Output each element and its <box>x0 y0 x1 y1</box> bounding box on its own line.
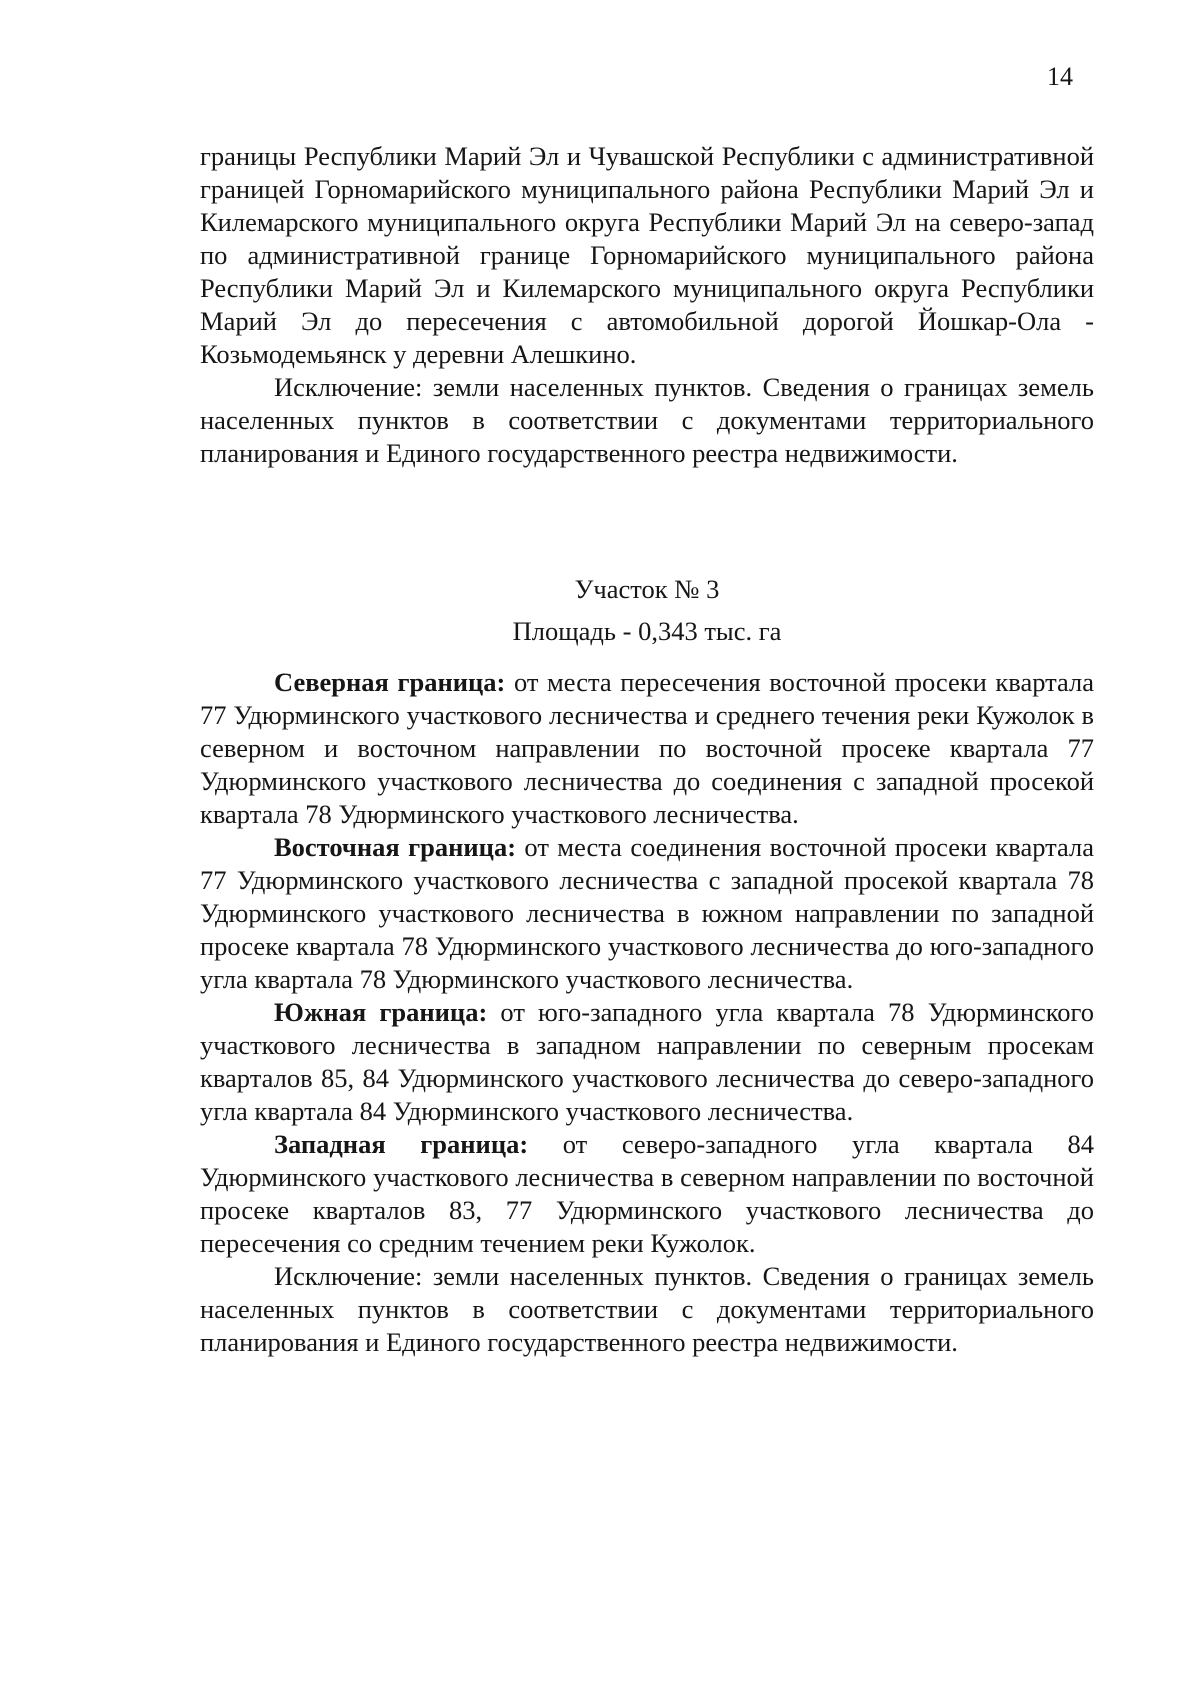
closing-exception-paragraph: Исключение: земли населенных пунктов. Сведения о границах земель населенных пунктов в соответствии с документами территориального планирования и Единого государственного реестра недвижимости. <box>200 1261 1094 1357</box>
east-boundary-text: от места соединения восточной просеки квартала 77 Удюрминского участкового лесничества с западной просекой квартала 78 Удюрминского участкового лесничества в южном направлении по западной просеке квартала 78 Удюрминского участкового лесничества до юго-западного угла квартала 78 Удюрминского участкового лесничества. <box>200 832 1094 994</box>
south-boundary-text: от юго-западного угла квартала 78 Удюрминского участкового лесничества в западном направлении по северным просекам кварталов 85, 84 Удюрминского участкового лесничества до северо-западного угла квартала 84 Удюрминского участкового лесничества. <box>200 997 1095 1126</box>
north-boundary-label: Северная граница: <box>274 667 506 697</box>
south-boundary-label: Южная граница: <box>274 997 488 1027</box>
north-boundary-text: от места пересечения восточной просеки квартала 77 Удюрминского участкового лесничества и среднего течения реки Кужолок в северном и восточном направлении по восточной просеке квартала 77 Удюрминского участкового лесничества до соединения с западной просекой квартала 78 Удюрминского участкового лесничества. <box>200 667 1094 829</box>
east-boundary-label: Восточная граница: <box>274 832 517 862</box>
intro-section <box>200 140 1094 470</box>
boundaries-section <box>200 666 1094 1359</box>
exception-paragraph: Исключение: земли населенных пунктов. Сведения о границах земель населенных пунктов в соответствии с документами территориального планирования и Единого государственного реестра недвижимости. <box>200 372 1094 468</box>
east-boundary-paragraph <box>200 831 1094 996</box>
section-heading <box>200 568 1094 652</box>
section-area: Площадь - 0,343 тыс. га <box>512 616 782 646</box>
west-boundary-paragraph <box>200 1128 1094 1260</box>
section-title: Участок № 3 <box>574 574 720 604</box>
boundary-paragraph: границы Республики Марий Эл и Чувашской Республики с административной границей Горномарийского муниципального района Республики Марий Эл и Килемарского муниципального округа Республики Марий Эл на северо-запад по административной границе Горномарийского муниципального района Республики Марий Эл и Килемарского муниципального округа Республики Марий Эл до пересечения с автомобильной дорогой Йошкар-Ола - Козьмодемьянск у деревни Алешкино. <box>200 141 1094 369</box>
north-boundary-paragraph <box>200 666 1094 831</box>
west-boundary-label: Западная граница: <box>274 1129 529 1159</box>
west-boundary-text: от северо-западного угла квартала 84 Удюрминского участкового лесничества в северном направлении по восточной просеке кварталов 83, 77 Удюрминского участкового лесничества до пересечения со средним течением реки Кужолок. <box>200 1129 1094 1258</box>
south-boundary-paragraph <box>200 996 1094 1128</box>
page-number: 14 <box>1047 62 1073 91</box>
